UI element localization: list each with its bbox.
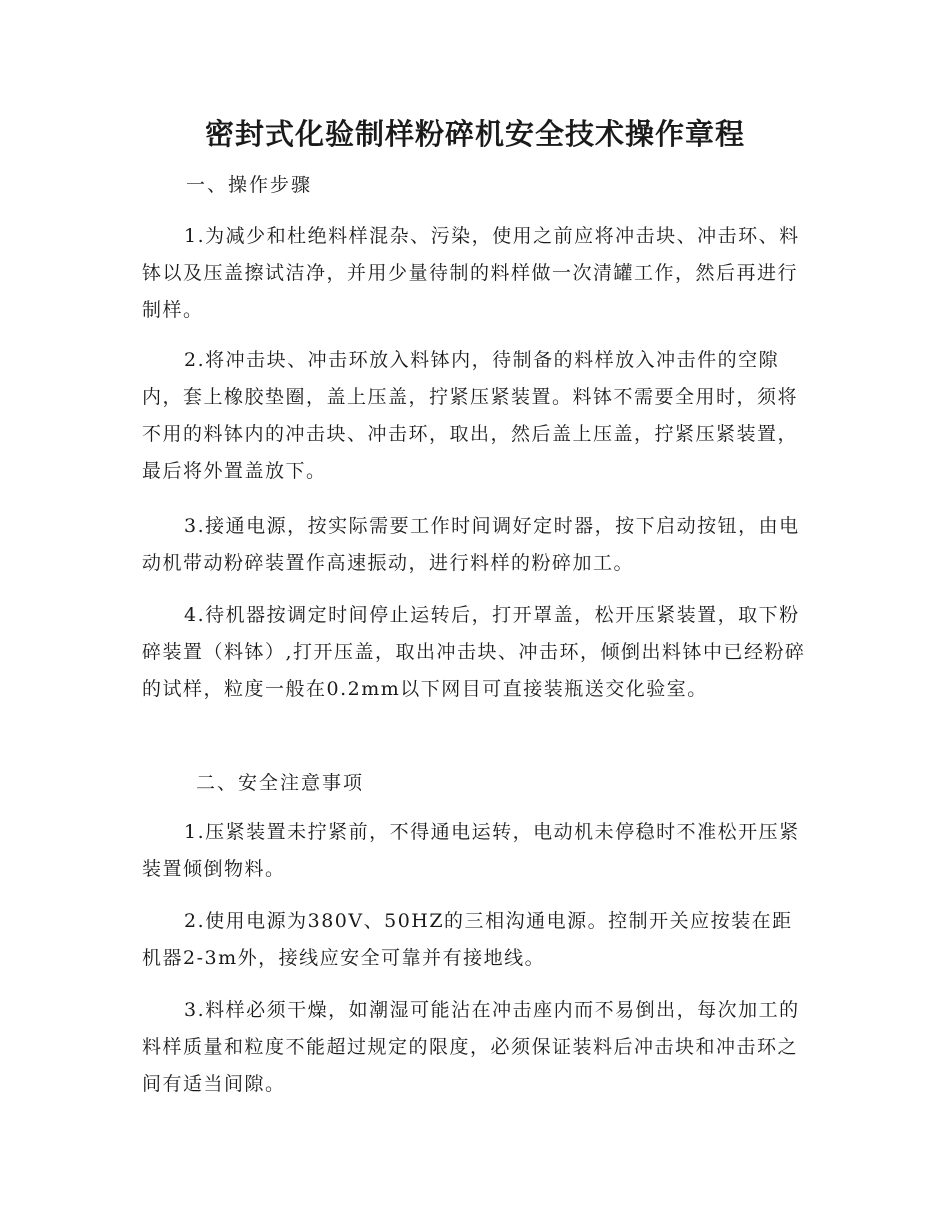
safety-note-3: 3.料样必须干燥，如潮湿可能沾在冲击座内而不易倒出，每次加工的料样质量和粒度不能超过规定的限度，必须保证装料后冲击块和冲击环之间有适当间隙。: [142, 999, 800, 1095]
operation-step-3: 3.接通电源，按实际需要工作时间调好定时器，按下启动按钮，由电动机带动粉碎装置作高速振动，进行料样的粉碎加工。: [142, 515, 800, 574]
safety-note-2: 2.使用电源为380V、50HZ的三相沟通电源。控制开关应按装在距机器2-3m外，接线应安全可靠并有接地线。: [142, 910, 793, 969]
operation-step-2: 2.将冲击块、冲击环放入料钵内，待制备的料样放入冲击件的空隙内，套上橡胶垫圈，盖上压盖，拧紧压紧装置。料钵不需要全用时，须将不用的料钵内的冲击块、冲击环，取出，然后盖上压盖，拧紧压紧装置，最后将外置盖放下。: [142, 349, 799, 482]
operation-step-1: 1.为减少和杜绝料样混杂、污染，使用之前应将冲击块、冲击环、料钵以及压盖擦试洁净，并用少量待制的料样做一次清罐工作，然后再进行制样。: [142, 225, 800, 321]
safety-note-1: 1.压紧装置未拧紧前，不得通电运转，电动机未停稳时不准松开压紧装置倾倒物料。: [142, 821, 800, 880]
operation-step-4: 4.待机器按调定时间停止运转后，打开罩盖，松开压紧装置，取下粉碎装置（料钵）,打开压盖，取出冲击块、冲击环，倾倒出料钵中已经粉碎的试样，粒度一般在0.2mm以下网目可直接装瓶送交化验室。: [142, 604, 806, 700]
section-heading-operation-steps: 一、操作步骤: [186, 174, 313, 196]
section-heading-safety-notes: 二、安全注意事项: [196, 772, 365, 794]
document-title: 密封式化验制样粉碎机安全技术操作章程: [204, 117, 745, 151]
